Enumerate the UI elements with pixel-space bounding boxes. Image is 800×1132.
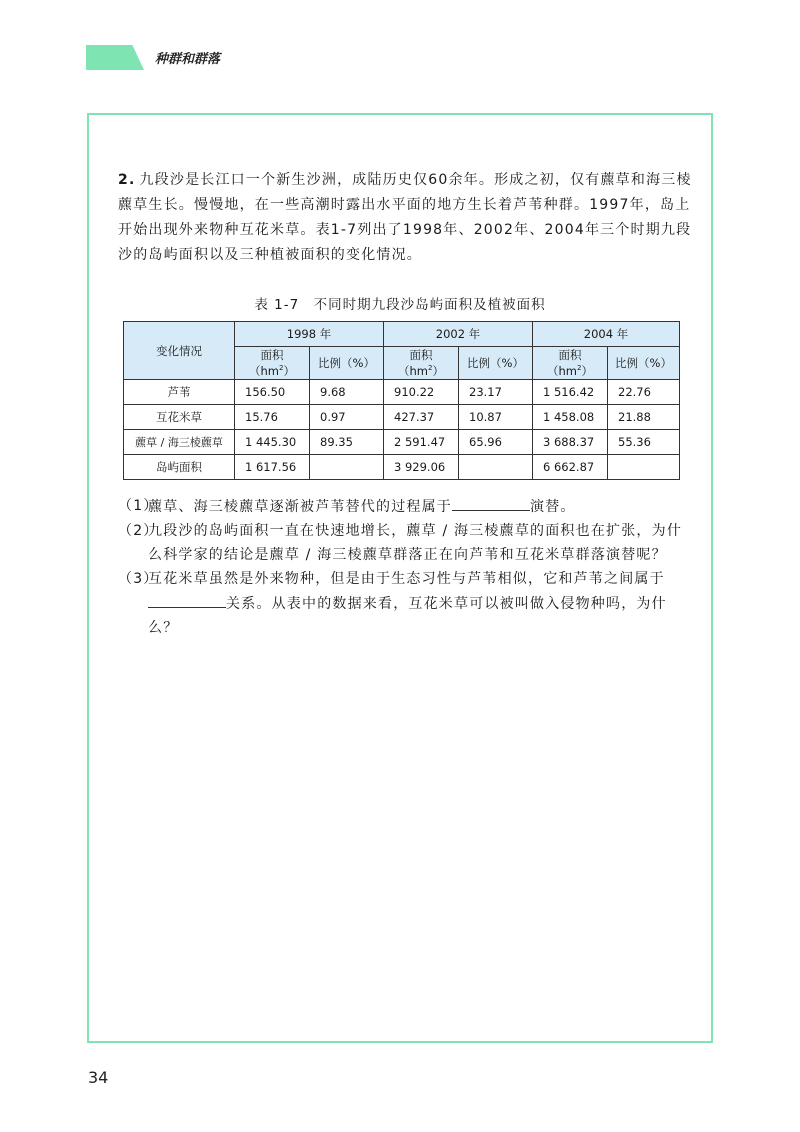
question-2 bbox=[118, 519, 692, 567]
table-cell: 3 688.37 bbox=[533, 430, 608, 455]
table-cell: 1 458.08 bbox=[533, 405, 608, 430]
page-number: 34 bbox=[88, 1068, 109, 1087]
table-cell bbox=[310, 455, 384, 480]
table-cell: 55.36 bbox=[608, 430, 680, 455]
table-cell: 427.37 bbox=[384, 405, 459, 430]
question-text: 九段沙的岛屿面积一直在快速地增长，藨草 / 海三棱藨草的面积也在扩张，为什么科学家的结论是藨草 / 海三棱藨草群落正在向芦苇和互花米草群落演替呢？ bbox=[148, 523, 683, 563]
answer-blank[interactable] bbox=[148, 591, 226, 608]
ratio-header: 比例（%） bbox=[310, 347, 384, 380]
header-tab bbox=[86, 45, 144, 70]
row-label: 芦苇 bbox=[124, 380, 235, 405]
table-cell: 22.76 bbox=[608, 380, 680, 405]
questions bbox=[118, 494, 692, 640]
problem-number: 2. bbox=[118, 172, 136, 188]
area-header: 面积$(hm^2)$ bbox=[533, 347, 608, 380]
table-cell: 1 445.30 bbox=[235, 430, 310, 455]
table-cell: 10.87 bbox=[459, 405, 533, 430]
table-cell: 910.22 bbox=[384, 380, 459, 405]
year-header: 2002 年 bbox=[384, 322, 533, 347]
answer-blank[interactable] bbox=[452, 494, 530, 511]
table-cell bbox=[608, 455, 680, 480]
problem-2 bbox=[118, 168, 692, 268]
ratio-header: 比例（%） bbox=[608, 347, 680, 380]
question-text: 演替。 bbox=[530, 499, 576, 515]
table-row bbox=[124, 405, 680, 430]
table-cell bbox=[459, 455, 533, 480]
table-cell: 6 662.87 bbox=[533, 455, 608, 480]
data-table bbox=[123, 321, 680, 480]
table-cell: 65.96 bbox=[459, 430, 533, 455]
row-label: 藨草 / 海三棱藨草 bbox=[124, 430, 235, 455]
question-text: 藨草、海三棱藨草逐渐被芦苇替代的过程属于 bbox=[148, 499, 452, 515]
problem-text: 九段沙是长江口一个新生沙洲，成陆历史仅60余年。形成之初，仅有藨草和海三棱藨草生长。慢慢地，在一些高潮时露出水平面的地方生长着芦苇种群。1997年，岛上开始出现外来物种互花米草。表1-7列出了1998年、2002年、2004年三个时期九段沙的岛屿面积以及三种植被面积的变化情况。 bbox=[118, 172, 692, 263]
table-caption: 表 1-7 不同时期九段沙岛屿面积及植被面积 bbox=[254, 297, 546, 313]
row-label: 岛屿面积 bbox=[124, 455, 235, 480]
area-header: 面积$(hm^2)$ bbox=[235, 347, 310, 380]
question-number: （3） bbox=[118, 571, 159, 587]
year-header: 2004 年 bbox=[533, 322, 680, 347]
question-number: （2） bbox=[118, 523, 159, 539]
area-header: 面积$(hm^2)$ bbox=[384, 347, 459, 380]
question-number: （1） bbox=[118, 498, 159, 514]
table-cell: 9.68 bbox=[310, 380, 384, 405]
table-row bbox=[124, 430, 680, 455]
table-cell: 15.76 bbox=[235, 405, 310, 430]
chapter-title: 种群和群落 bbox=[155, 52, 221, 67]
table-row bbox=[124, 380, 680, 405]
table-cell: 23.17 bbox=[459, 380, 533, 405]
question-text: 互花米草虽然是外来物种，但是由于生态习性与芦苇相似，它和芦苇之间属于 bbox=[148, 571, 665, 587]
row-header: 变化情况 bbox=[124, 322, 235, 380]
table-row bbox=[124, 455, 680, 480]
question-text: 关系。从表中的数据来看，互花米草可以被叫做入侵物种吗，为什么？ bbox=[148, 596, 667, 636]
question-1 bbox=[118, 494, 692, 519]
table-cell: 21.88 bbox=[608, 405, 680, 430]
ratio-header: 比例（%） bbox=[459, 347, 533, 380]
year-header: 1998 年 bbox=[235, 322, 384, 347]
table-cell: 1 617.56 bbox=[235, 455, 310, 480]
question-3 bbox=[118, 567, 692, 640]
table-cell: 2 591.47 bbox=[384, 430, 459, 455]
row-label: 互花米草 bbox=[124, 405, 235, 430]
table-cell: 1 516.42 bbox=[533, 380, 608, 405]
table-cell: 0.97 bbox=[310, 405, 384, 430]
table-cell: 156.50 bbox=[235, 380, 310, 405]
table-cell: 89.35 bbox=[310, 430, 384, 455]
table-cell: 3 929.06 bbox=[384, 455, 459, 480]
